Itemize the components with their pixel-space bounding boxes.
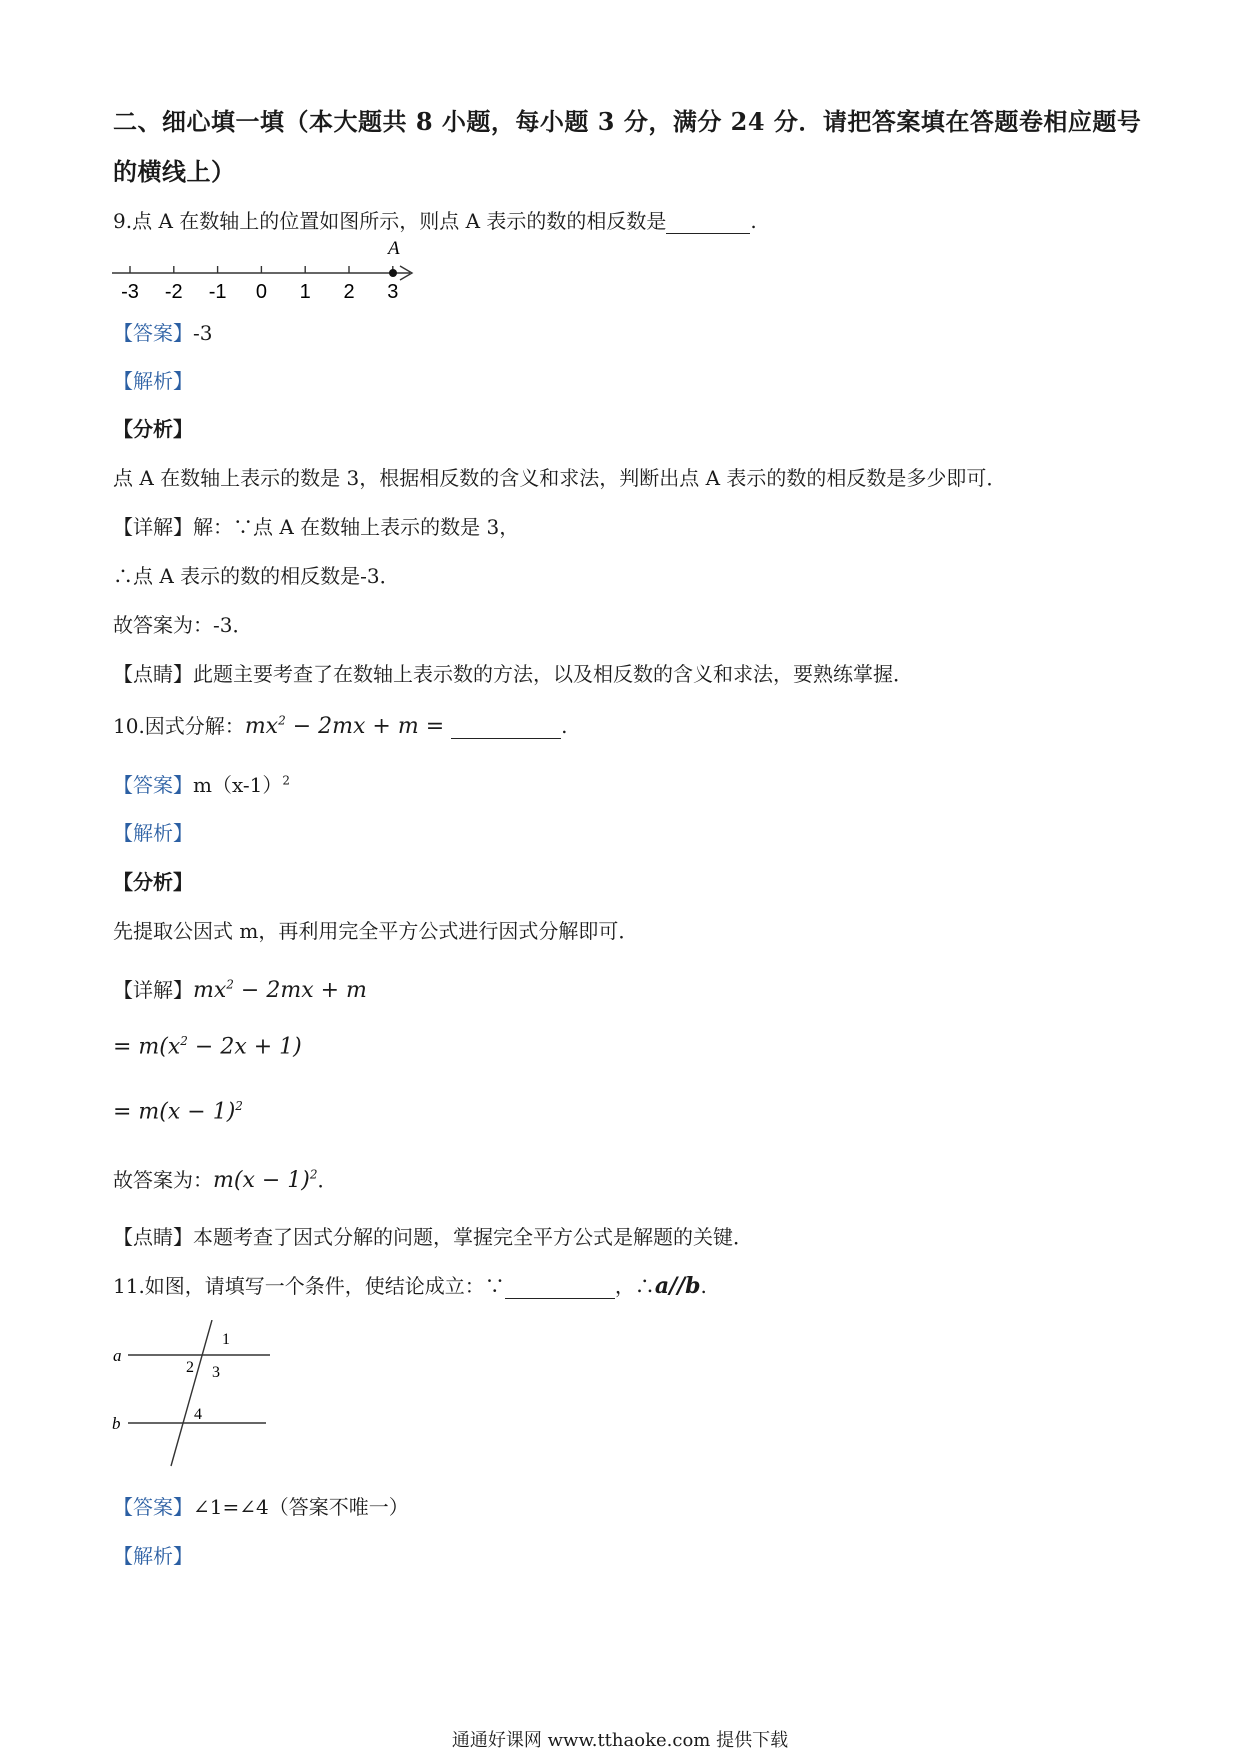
q9-prompt <box>113 205 757 234</box>
q10-fenxi-tag: 【分析】 <box>113 870 193 894</box>
number-line-tick-label: 1 <box>299 281 311 303</box>
answer-tag: 【答案】 <box>113 1495 193 1519</box>
q9-prompt-text: 9.点 A 在数轴上的位置如图所示，则点 A 表示的数的相反数是 <box>113 209 667 233</box>
q11-answer-blank <box>505 1278 615 1299</box>
q10-answer-exponent: 2 <box>282 773 291 788</box>
q9-answer-value: -3 <box>193 321 213 345</box>
q9-number-line <box>108 240 428 308</box>
dianjing-tag: 【点睛】 <box>113 662 193 686</box>
q10-dianjing-text: 本题考查了因式分解的问题，掌握完全平方公式是解题的关键． <box>193 1225 753 1249</box>
q11-jiexi-tag: 【解析】 <box>113 1544 193 1568</box>
dianjing-tag: 【点睛】 <box>113 1225 193 1249</box>
transversal-line <box>171 1320 212 1466</box>
q11-answer <box>113 1491 409 1520</box>
xiangjie-tag: 【详解】 <box>113 978 193 1002</box>
q10-expression: $mx^2 - 2mx + m$ = <box>244 713 452 739</box>
q11-prompt <box>113 1270 707 1299</box>
footer-text: 通通好课网 www.tthaoke.com 提供下载 <box>451 1730 789 1751</box>
angle-1-label: 1 <box>222 1331 230 1348</box>
q11-prompt-end: . <box>700 1274 707 1298</box>
q10-prompt-text: 10.因式分解： <box>113 714 245 738</box>
q9-fenxi-tag: 【分析】 <box>113 417 193 441</box>
angle-4-label: 4 <box>194 1406 202 1423</box>
q9-xiangjie-text: 解：∵点 A 在数轴上表示的数是 3， <box>193 515 520 539</box>
number-line-tick-label: 2 <box>343 281 355 303</box>
q9-dianjing-text: 此题主要考查了在数轴上表示数的方法，以及相反数的含义和求法，要熟练掌握． <box>193 662 913 686</box>
number-line-tick-label: -2 <box>164 281 183 303</box>
q10-jiexi-tag: 【解析】 <box>113 821 193 845</box>
q9-jiexi-tag: 【解析】 <box>113 369 193 393</box>
q11-prompt-mid: ，∴ <box>614 1274 655 1298</box>
point-a-marker <box>389 269 397 277</box>
q9-fenxi-text: 点 A 在数轴上表示的数是 3，根据相反数的含义和求法，判断出点 A 表示的数的相反数是多少即可． <box>113 466 1007 490</box>
q9-answer-blank <box>666 213 750 234</box>
q9-xiangjie <box>113 511 519 540</box>
line-b-label: b <box>112 1414 121 1433</box>
q9-step2: ∴点 A 表示的数的相反数是-3． <box>113 564 400 588</box>
line-a-label: a <box>113 1346 122 1365</box>
q9-answer <box>113 317 212 346</box>
q10-prompt <box>113 710 567 739</box>
q10-answer-value: m（x-1） <box>193 773 283 797</box>
q9-prompt-end: . <box>750 209 757 233</box>
answer-tag: 【答案】 <box>113 321 193 345</box>
q10-final <box>113 1164 338 1193</box>
q9-final: 故答案为：-3． <box>113 613 253 637</box>
q11-conclusion: a//b <box>654 1273 701 1299</box>
q10-answer-blank <box>451 718 561 739</box>
q11-figure <box>108 1320 278 1490</box>
q10-xiangjie <box>113 974 367 1003</box>
number-line-tick-label: 0 <box>255 281 267 303</box>
q10-dianjing <box>113 1221 753 1250</box>
angle-2-label: 2 <box>186 1359 194 1376</box>
q11-prompt-text: 11.如图，请填写一个条件，使结论成立：∵ <box>113 1274 505 1298</box>
q11-answer-value: ∠1=∠4（答案不唯一） <box>193 1495 409 1519</box>
number-line-ticks <box>121 266 398 303</box>
number-line-tick-label: -1 <box>208 281 227 303</box>
q10-answer <box>113 769 290 798</box>
angle-3-label: 3 <box>212 1364 220 1381</box>
section-heading-line2: 的横线上） <box>113 157 236 186</box>
q10-detail-expression: $mx^2 - 2mx + m$ <box>193 977 367 1003</box>
xiangjie-tag: 【详解】 <box>113 515 193 539</box>
q10-prompt-end: . <box>561 714 568 738</box>
q10-step2: = $m(x^2 - 2x + 1)$ <box>113 1034 302 1060</box>
q10-step3: = $m(x - 1)^2$ <box>113 1099 243 1125</box>
q10-final-end: ． <box>317 1168 338 1192</box>
answer-tag: 【答案】 <box>113 773 193 797</box>
point-a-label: A <box>388 240 400 259</box>
number-line-tick-label: 3 <box>387 281 399 303</box>
q9-dianjing <box>113 658 913 687</box>
section-heading-line1: 二、细心填一填（本大题共 8 小题，每小题 3 分，满分 24 分．请把答案填在答题卷相应题号 <box>113 107 1142 136</box>
q10-fenxi-text: 先提取公因式 m，再利用完全平方公式进行因式分解即可． <box>113 919 639 943</box>
q10-final-label: 故答案为： <box>113 1168 213 1192</box>
number-line-tick-label: -3 <box>121 281 139 303</box>
q10-final-expression: $m(x - 1)^2$ <box>213 1167 318 1193</box>
